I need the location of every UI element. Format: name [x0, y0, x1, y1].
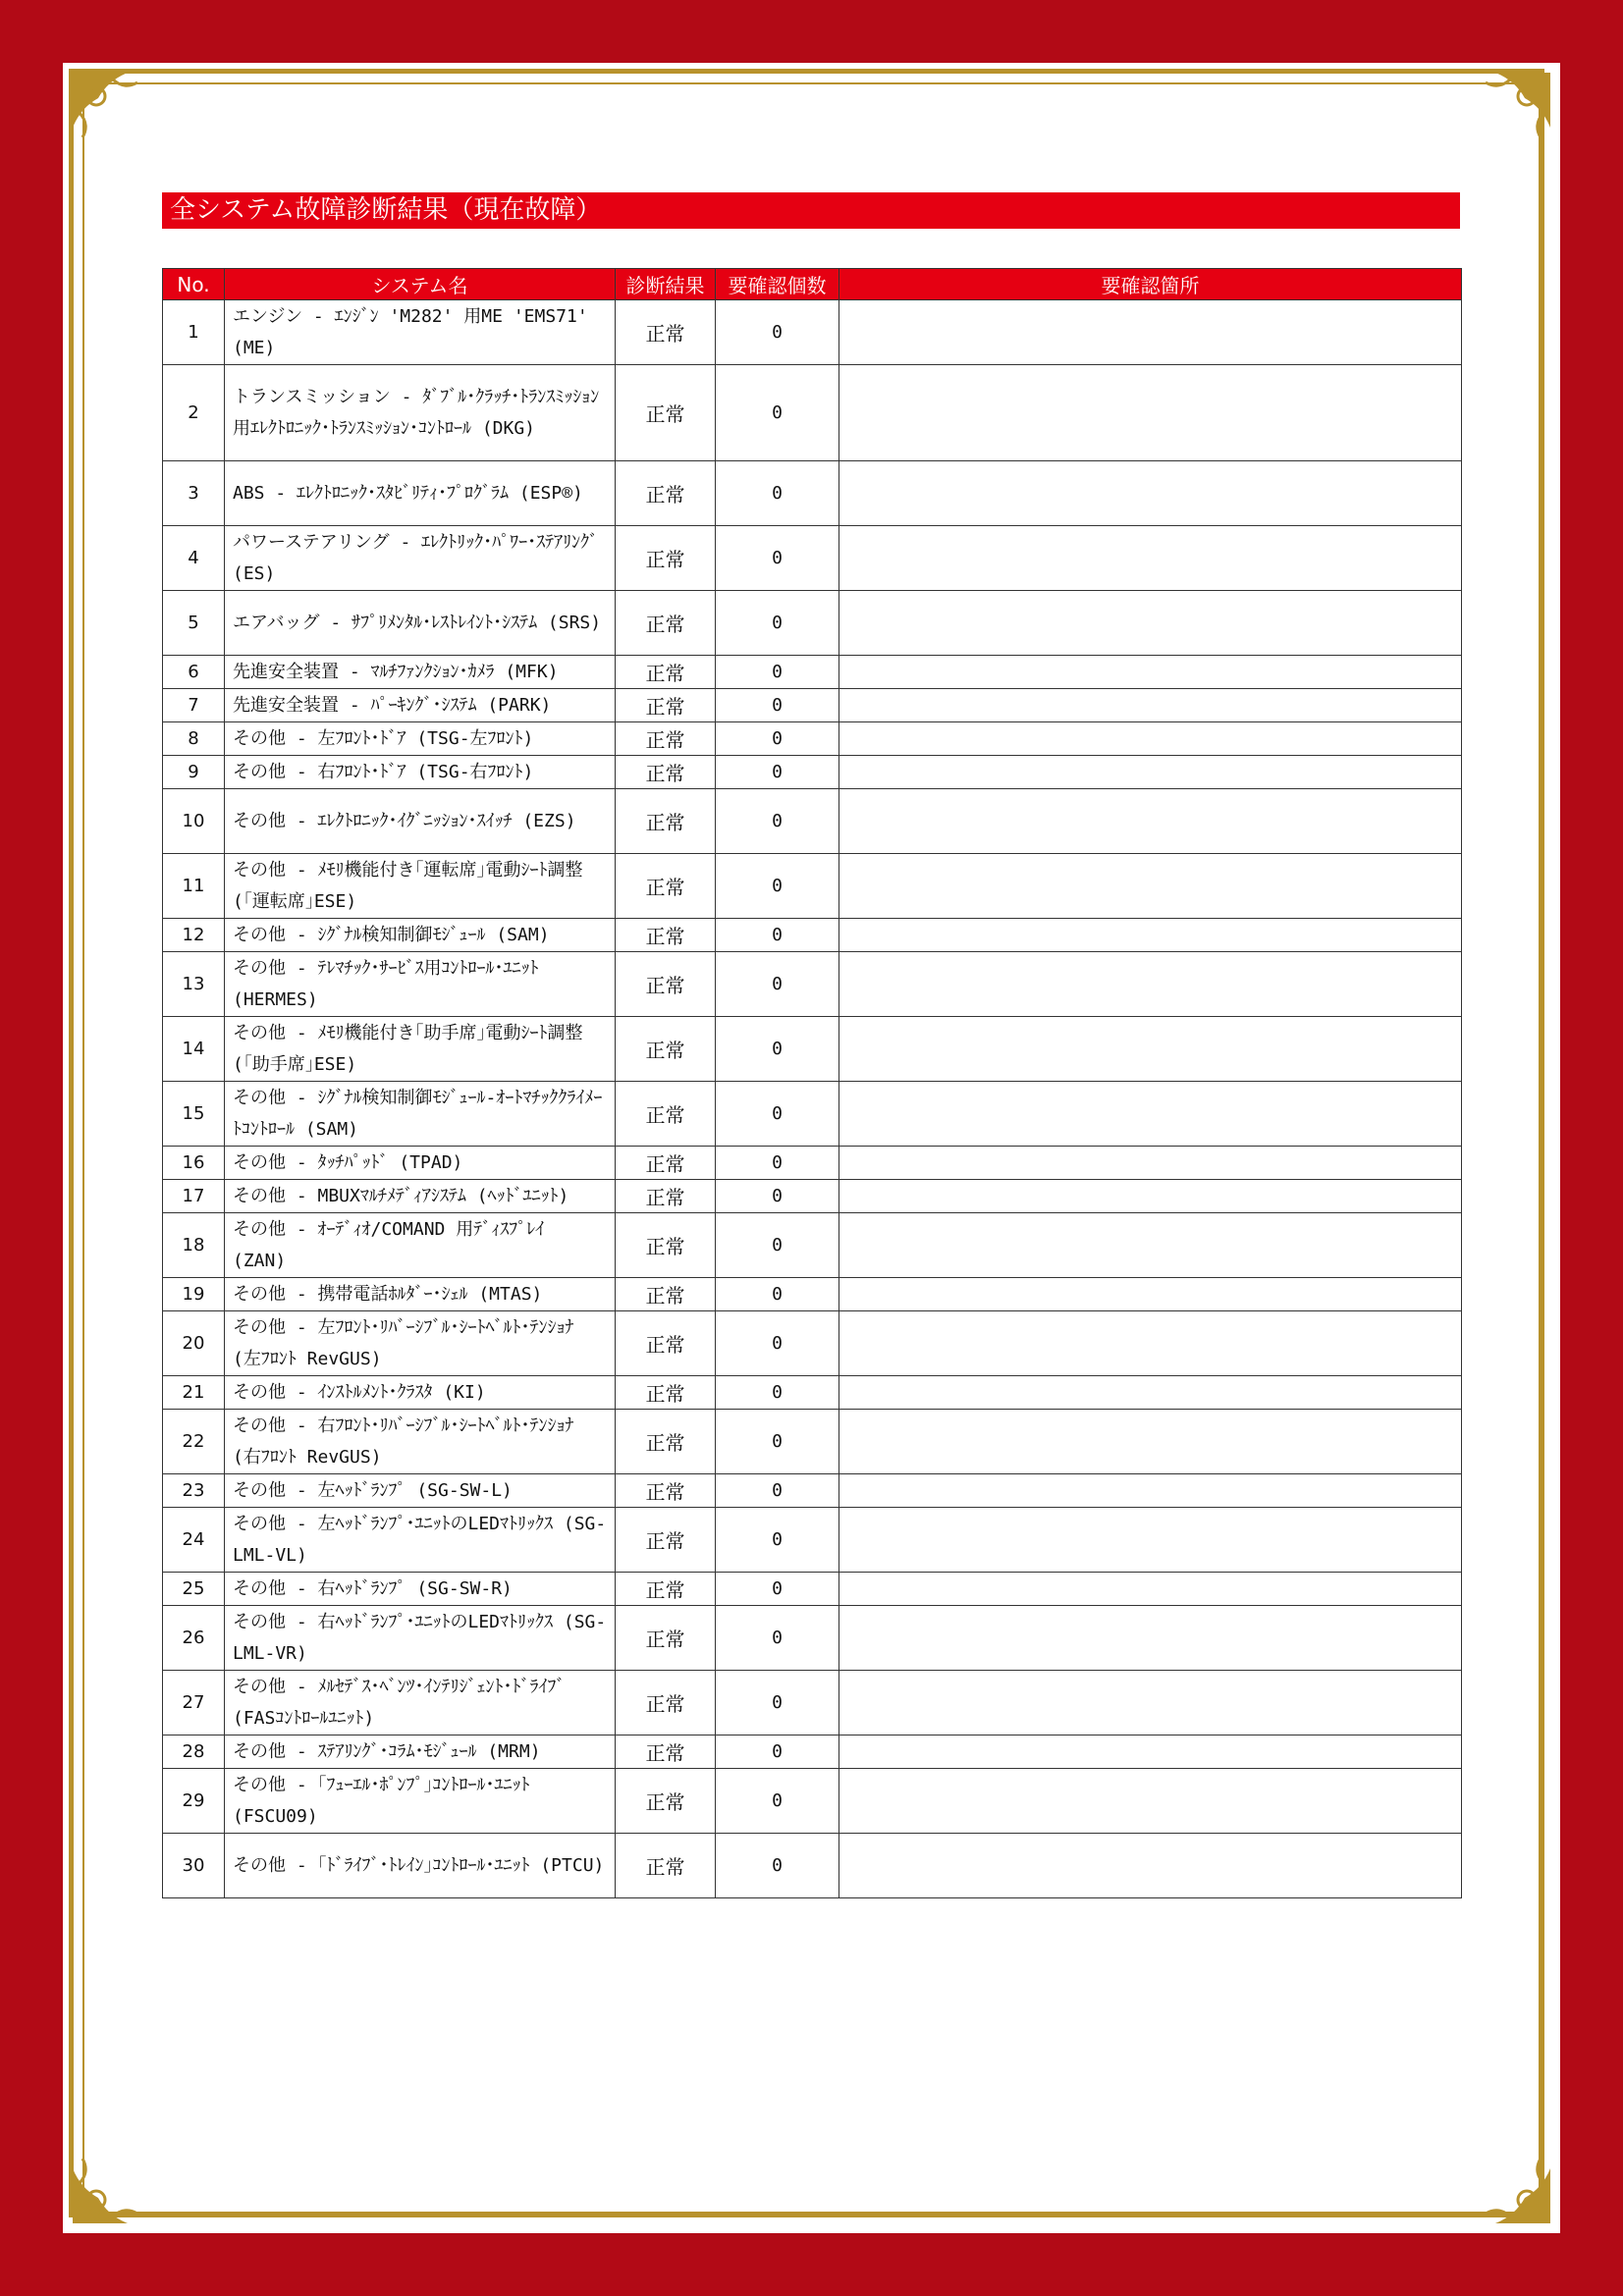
row-system-name: その他 - ﾒﾓﾘ機能付き｢助手席｣電動ｼｰﾄ調整 (｢助手席｣ESE): [225, 1017, 616, 1082]
row-check-location: [839, 756, 1462, 789]
table-row: [163, 1147, 1462, 1180]
row-check-location: [839, 656, 1462, 689]
row-check-location: [839, 461, 1462, 526]
row-result: 正常: [616, 854, 716, 919]
row-system-name: エアバッグ - ｻﾌﾟﾘﾒﾝﾀﾙ･ﾚｽﾄﾚｲﾝﾄ･ｼｽﾃﾑ (SRS): [225, 591, 616, 656]
row-system-name: その他 - 左ﾌﾛﾝﾄ･ﾄﾞｱ (TSG-左ﾌﾛﾝﾄ): [225, 722, 616, 756]
row-result: 正常: [616, 1410, 716, 1474]
row-result: 正常: [616, 1573, 716, 1606]
row-result: 正常: [616, 1278, 716, 1311]
row-check-count: 0: [716, 526, 839, 591]
row-result: 正常: [616, 1147, 716, 1180]
row-no: 13: [163, 952, 225, 1017]
row-check-count: 0: [716, 1573, 839, 1606]
header-no: No.: [163, 269, 225, 300]
corner-ornament-icon: [1464, 2137, 1554, 2227]
row-system-name: その他 - ﾀｯﾁﾊﾟｯﾄﾞ (TPAD): [225, 1147, 616, 1180]
row-system-name: その他 - ﾒﾓﾘ機能付き｢運転席｣電動ｼｰﾄ調整 (｢運転席｣ESE): [225, 854, 616, 919]
row-result: 正常: [616, 919, 716, 952]
corner-ornament-icon: [1464, 69, 1554, 159]
row-check-location: [839, 952, 1462, 1017]
row-system-name: その他 - ｴﾚｸﾄﾛﾆｯｸ･ｲｸﾞﾆｯｼｮﾝ･ｽｲｯﾁ (EZS): [225, 789, 616, 854]
row-no: 1: [163, 300, 225, 365]
row-no: 4: [163, 526, 225, 591]
row-check-location: [839, 722, 1462, 756]
row-no: 5: [163, 591, 225, 656]
row-check-location: [839, 591, 1462, 656]
corner-ornament-icon: [69, 2137, 159, 2227]
row-system-name: その他 - ｢ﾌｭｰｴﾙ･ﾎﾟﾝﾌﾟ｣ｺﾝﾄﾛｰﾙ･ﾕﾆｯﾄ (FSCU09): [225, 1769, 616, 1834]
row-check-location: [839, 689, 1462, 722]
row-system-name: その他 - 右ﾌﾛﾝﾄ･ﾄﾞｱ (TSG-右ﾌﾛﾝﾄ): [225, 756, 616, 789]
row-check-count: 0: [716, 1147, 839, 1180]
row-check-location: [839, 1671, 1462, 1735]
row-check-count: 0: [716, 722, 839, 756]
row-check-count: 0: [716, 1082, 839, 1147]
row-result: 正常: [616, 756, 716, 789]
row-system-name: その他 - ｼｸﾞﾅﾙ検知制御ﾓｼﾞｭｰﾙ (SAM): [225, 919, 616, 952]
row-no: 28: [163, 1735, 225, 1769]
row-no: 10: [163, 789, 225, 854]
row-no: 20: [163, 1311, 225, 1376]
row-system-name: その他 - ｼｸﾞﾅﾙ検知制御ﾓｼﾞｭｰﾙ-ｵｰﾄﾏﾁｯｸｸﾗｲﾒｰﾄｺﾝﾄﾛｰﾙ (SAM): [225, 1082, 616, 1147]
corner-ornament-icon: [69, 69, 159, 159]
row-check-count: 0: [716, 300, 839, 365]
row-check-count: 0: [716, 1278, 839, 1311]
row-check-count: 0: [716, 591, 839, 656]
row-no: 30: [163, 1834, 225, 1898]
table-row: [163, 365, 1462, 461]
row-check-location: [839, 1508, 1462, 1573]
row-result: 正常: [616, 689, 716, 722]
row-result: 正常: [616, 365, 716, 461]
row-result: 正常: [616, 461, 716, 526]
row-system-name: その他 - MBUXﾏﾙﾁﾒﾃﾞｨｱｼｽﾃﾑ (ﾍｯﾄﾞﾕﾆｯﾄ): [225, 1180, 616, 1213]
table-row: [163, 1735, 1462, 1769]
row-check-location: [839, 300, 1462, 365]
row-system-name: 先進安全装置 - ﾏﾙﾁﾌｧﾝｸｼｮﾝ･ｶﾒﾗ (MFK): [225, 656, 616, 689]
row-system-name: その他 - 右ﾍｯﾄﾞﾗﾝﾌﾟ (SG-SW-R): [225, 1573, 616, 1606]
row-no: 3: [163, 461, 225, 526]
row-no: 6: [163, 656, 225, 689]
row-no: 21: [163, 1376, 225, 1410]
row-no: 11: [163, 854, 225, 919]
row-no: 22: [163, 1410, 225, 1474]
row-check-location: [839, 854, 1462, 919]
row-system-name: その他 - 右ﾍｯﾄﾞﾗﾝﾌﾟ･ﾕﾆｯﾄのLEDﾏﾄﾘｯｸｽ (SG-LML-VR): [225, 1606, 616, 1671]
row-check-location: [839, 365, 1462, 461]
row-check-location: [839, 919, 1462, 952]
row-no: 27: [163, 1671, 225, 1735]
row-check-count: 0: [716, 1213, 839, 1278]
row-check-count: 0: [716, 656, 839, 689]
header-result: 診断結果: [616, 269, 716, 300]
row-system-name: その他 - ｢ﾄﾞﾗｲﾌﾞ･ﾄﾚｲﾝ｣ｺﾝﾄﾛｰﾙ･ﾕﾆｯﾄ (PTCU): [225, 1834, 616, 1898]
row-result: 正常: [616, 1180, 716, 1213]
diagnosis-table: [162, 268, 1462, 1898]
row-result: 正常: [616, 952, 716, 1017]
row-system-name: ABS - ｴﾚｸﾄﾛﾆｯｸ･ｽﾀﾋﾞﾘﾃｨ･ﾌﾟﾛｸﾞﾗﾑ (ESP®): [225, 461, 616, 526]
table-row: [163, 1606, 1462, 1671]
row-check-count: 0: [716, 919, 839, 952]
table-row: [163, 1376, 1462, 1410]
row-no: 18: [163, 1213, 225, 1278]
row-check-count: 0: [716, 365, 839, 461]
row-check-count: 0: [716, 1180, 839, 1213]
row-system-name: その他 - 左ﾍｯﾄﾞﾗﾝﾌﾟ (SG-SW-L): [225, 1474, 616, 1508]
table-row: [163, 1834, 1462, 1898]
row-no: 16: [163, 1147, 225, 1180]
row-result: 正常: [616, 300, 716, 365]
row-result: 正常: [616, 1311, 716, 1376]
row-result: 正常: [616, 1606, 716, 1671]
header-check-location: 要確認箇所: [839, 269, 1462, 300]
row-system-name: その他 - ﾃﾚﾏﾁｯｸ･ｻｰﾋﾞｽ用ｺﾝﾄﾛｰﾙ･ﾕﾆｯﾄ (HERMES): [225, 952, 616, 1017]
table-row: [163, 300, 1462, 365]
table-row: [163, 1311, 1462, 1376]
row-check-location: [839, 1606, 1462, 1671]
row-check-count: 0: [716, 789, 839, 854]
row-check-count: 0: [716, 1474, 839, 1508]
table-row: [163, 1180, 1462, 1213]
row-check-count: 0: [716, 1769, 839, 1834]
row-result: 正常: [616, 526, 716, 591]
table-row: [163, 756, 1462, 789]
row-result: 正常: [616, 1376, 716, 1410]
row-system-name: その他 - 右ﾌﾛﾝﾄ･ﾘﾊﾞｰｼﾌﾞﾙ･ｼｰﾄﾍﾞﾙﾄ･ﾃﾝｼｮﾅ (右ﾌﾛﾝﾄ RevGUS): [225, 1410, 616, 1474]
row-check-count: 0: [716, 1410, 839, 1474]
report-title: 全システム故障診断結果（現在故障）: [162, 192, 1460, 229]
table-row: [163, 919, 1462, 952]
row-check-count: 0: [716, 1017, 839, 1082]
row-system-name: その他 - 左ﾌﾛﾝﾄ･ﾘﾊﾞｰｼﾌﾞﾙ･ｼｰﾄﾍﾞﾙﾄ･ﾃﾝｼｮﾅ (左ﾌﾛﾝﾄ RevGUS): [225, 1311, 616, 1376]
table-row: [163, 461, 1462, 526]
row-result: 正常: [616, 1474, 716, 1508]
table-row: [163, 789, 1462, 854]
row-check-count: 0: [716, 1606, 839, 1671]
row-no: 2: [163, 365, 225, 461]
row-result: 正常: [616, 722, 716, 756]
row-result: 正常: [616, 1769, 716, 1834]
table-body: [163, 300, 1462, 1898]
row-result: 正常: [616, 1735, 716, 1769]
row-no: 19: [163, 1278, 225, 1311]
row-result: 正常: [616, 789, 716, 854]
row-check-count: 0: [716, 461, 839, 526]
row-check-location: [839, 1410, 1462, 1474]
row-check-location: [839, 1017, 1462, 1082]
row-check-location: [839, 789, 1462, 854]
row-no: 12: [163, 919, 225, 952]
table-row: [163, 591, 1462, 656]
row-no: 29: [163, 1769, 225, 1834]
row-check-location: [839, 1735, 1462, 1769]
row-system-name: その他 - ﾒﾙｾﾃﾞｽ･ﾍﾞﾝﾂ･ｲﾝﾃﾘｼﾞｪﾝﾄ･ﾄﾞﾗｲﾌﾞ (FASｺﾝﾄﾛｰﾙﾕﾆｯﾄ): [225, 1671, 616, 1735]
row-system-name: エンジン - ｴﾝｼﾞﾝ 'M282' 用ME 'EMS71' (ME): [225, 300, 616, 365]
header-check-count: 要確認個数: [716, 269, 839, 300]
row-result: 正常: [616, 1508, 716, 1573]
table-row: [163, 1474, 1462, 1508]
row-check-location: [839, 526, 1462, 591]
table-row: [163, 1508, 1462, 1573]
row-result: 正常: [616, 1082, 716, 1147]
table-header-row: [163, 269, 1462, 300]
row-check-location: [839, 1082, 1462, 1147]
table-row: [163, 952, 1462, 1017]
row-check-location: [839, 1213, 1462, 1278]
row-check-count: 0: [716, 1311, 839, 1376]
row-check-count: 0: [716, 952, 839, 1017]
row-check-location: [839, 1376, 1462, 1410]
row-no: 24: [163, 1508, 225, 1573]
row-result: 正常: [616, 1017, 716, 1082]
row-check-location: [839, 1474, 1462, 1508]
row-check-count: 0: [716, 1735, 839, 1769]
row-no: 15: [163, 1082, 225, 1147]
row-no: 17: [163, 1180, 225, 1213]
table-row: [163, 1769, 1462, 1834]
row-no: 7: [163, 689, 225, 722]
table-row: [163, 1410, 1462, 1474]
row-check-count: 0: [716, 1834, 839, 1898]
table-row: [163, 1278, 1462, 1311]
table-row: [163, 854, 1462, 919]
row-result: 正常: [616, 591, 716, 656]
row-result: 正常: [616, 656, 716, 689]
table-row: [163, 1573, 1462, 1606]
row-system-name: その他 - ｲﾝｽﾄﾙﾒﾝﾄ･ｸﾗｽﾀ (KI): [225, 1376, 616, 1410]
table-row: [163, 1017, 1462, 1082]
row-no: 23: [163, 1474, 225, 1508]
row-check-count: 0: [716, 756, 839, 789]
row-check-location: [839, 1147, 1462, 1180]
row-result: 正常: [616, 1671, 716, 1735]
table-row: [163, 656, 1462, 689]
row-check-count: 0: [716, 1376, 839, 1410]
row-no: 8: [163, 722, 225, 756]
table-row: [163, 1082, 1462, 1147]
row-result: 正常: [616, 1834, 716, 1898]
row-check-count: 0: [716, 689, 839, 722]
row-no: 14: [163, 1017, 225, 1082]
row-check-location: [839, 1311, 1462, 1376]
row-system-name: その他 - ｽﾃｱﾘﾝｸﾞ･ｺﾗﾑ･ﾓｼﾞｭｰﾙ (MRM): [225, 1735, 616, 1769]
table-row: [163, 1213, 1462, 1278]
row-check-location: [839, 1278, 1462, 1311]
row-check-location: [839, 1834, 1462, 1898]
table-row: [163, 526, 1462, 591]
row-check-count: 0: [716, 1671, 839, 1735]
row-system-name: 先進安全装置 - ﾊﾟｰｷﾝｸﾞ･ｼｽﾃﾑ (PARK): [225, 689, 616, 722]
row-check-count: 0: [716, 854, 839, 919]
row-no: 9: [163, 756, 225, 789]
row-check-location: [839, 1180, 1462, 1213]
row-system-name: パワーステアリング - ｴﾚｸﾄﾘｯｸ･ﾊﾟﾜｰ･ｽﾃｱﾘﾝｸﾞ (ES): [225, 526, 616, 591]
row-no: 25: [163, 1573, 225, 1606]
row-check-location: [839, 1573, 1462, 1606]
row-check-location: [839, 1769, 1462, 1834]
table-row: [163, 689, 1462, 722]
row-system-name: その他 - 携帯電話ﾎﾙﾀﾞｰ･ｼｪﾙ (MTAS): [225, 1278, 616, 1311]
row-check-count: 0: [716, 1508, 839, 1573]
table-row: [163, 1671, 1462, 1735]
row-no: 26: [163, 1606, 225, 1671]
table-row: [163, 722, 1462, 756]
row-system-name: その他 - ｵｰﾃﾞｨｵ/COMAND 用ﾃﾞｨｽﾌﾟﾚｲ (ZAN): [225, 1213, 616, 1278]
row-result: 正常: [616, 1213, 716, 1278]
row-system-name: その他 - 左ﾍｯﾄﾞﾗﾝﾌﾟ･ﾕﾆｯﾄのLEDﾏﾄﾘｯｸｽ (SG-LML-VL): [225, 1508, 616, 1573]
header-system-name: システム名: [225, 269, 616, 300]
row-system-name: トランスミッション - ﾀﾞﾌﾞﾙ･ｸﾗｯﾁ･ﾄﾗﾝｽﾐｯｼｮﾝ用ｴﾚｸﾄﾛﾆｯｸ･ﾄﾗﾝｽﾐｯｼｮﾝ･ｺﾝﾄﾛｰﾙ (DKG): [225, 365, 616, 461]
